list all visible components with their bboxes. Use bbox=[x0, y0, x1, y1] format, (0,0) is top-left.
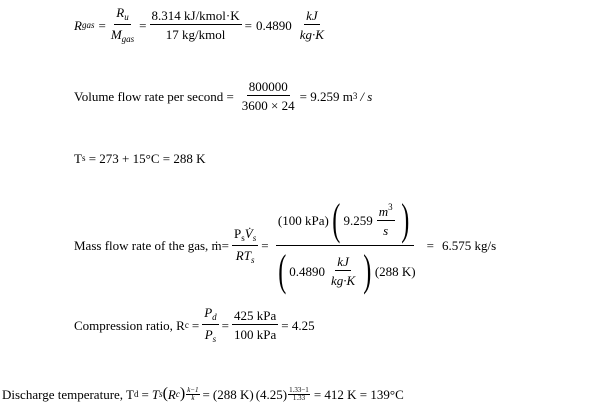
numeric-exponent bbox=[288, 387, 310, 402]
ratio-value: (4.25) bbox=[255, 386, 288, 402]
gas-constant-equation: R gas = $\frac{R_u}{M_{gas}}$ = $\frac{\text{8.314 kJ/kmol·K}}{\text{17 kg/kmol}}$ = 0.4890 $\frac{kJ}{kg\cdot K}$ bbox=[74, 5, 324, 44]
r-gas-subscript: gas bbox=[81, 19, 95, 30]
mass-flow-equation: Mass flow rate of the gas, ṁ= $\frac{P_sV̇_s}{RT_s}$ = (100 kPa) ( 9.259 $\frac{m^3}{s}$ ) ( 0.4890 $\frac{kJ}{kg\cdot K}$ ) (288 K) = 6.575 kg/s bbox=[74, 195, 497, 295]
unit-kj: kJ bbox=[306, 8, 318, 23]
discharge-temperature-result: = 412 K = 139°C bbox=[313, 386, 404, 402]
exp-denominator: k bbox=[191, 393, 195, 402]
compression-ratio-result: = 4.25 bbox=[281, 317, 315, 333]
mgas-subscript: gas bbox=[121, 34, 135, 44]
mass-flow-label: Mass flow rate of the gas, ṁ= bbox=[74, 238, 229, 253]
td-subscript: d bbox=[134, 388, 139, 399]
per-second-unit: / s bbox=[360, 88, 373, 104]
open-paren-den: ( bbox=[277, 246, 286, 295]
volume-denominator: 3600 × 24 bbox=[241, 98, 295, 113]
compression-ratio-equation: Compression ratio, R c = $\frac{P_d}{P_s}$ = $\frac{\text{425 kPa}}{\text{100 kPa}}$ = 4.25 bbox=[74, 305, 315, 344]
compression-ratio-label: Compression ratio, R bbox=[74, 317, 185, 333]
pd-symbol: P bbox=[204, 305, 213, 320]
volume-flow-equation bbox=[74, 80, 372, 112]
discharge-temperature-label: Discharge temperature, T bbox=[2, 386, 134, 402]
ps-subscript: s bbox=[241, 232, 245, 243]
volume-numerator: 800000 bbox=[248, 79, 288, 94]
pd-over-ps-fraction bbox=[202, 306, 218, 344]
pressure-value: (100 kPa) bbox=[277, 212, 329, 228]
volume-flow-label: Volume flow rate per second = bbox=[74, 88, 234, 104]
volume-flow-fraction bbox=[240, 80, 297, 112]
close-paren-den: ) bbox=[363, 246, 372, 295]
suction-temperature-equation bbox=[74, 152, 205, 165]
ts-subscript-2: s bbox=[159, 388, 163, 399]
pressure-fraction bbox=[232, 309, 278, 341]
ps-subscript-2: s bbox=[212, 334, 217, 344]
exp-numerator: k−1 bbox=[187, 385, 199, 394]
exp2-numerator: 1.33−1 bbox=[289, 385, 309, 394]
r-gas-result: 0.4890 bbox=[255, 17, 292, 33]
m3-per-s-unit bbox=[377, 203, 395, 237]
r-value: 0.4890 bbox=[289, 263, 325, 279]
volume-flow-exponent: 3 bbox=[352, 90, 358, 101]
mass-flow-result: 6.575 kg/s bbox=[441, 238, 497, 253]
unit-s: s bbox=[383, 223, 389, 238]
flow-value: 9.259 bbox=[343, 212, 373, 228]
rt-subscript: s bbox=[250, 254, 255, 265]
exp2-denominator: 1.33 bbox=[292, 393, 306, 402]
ru-symbol: R bbox=[116, 5, 125, 20]
rc-subscript-2: c bbox=[175, 388, 180, 399]
temperature-value: (288 K) bbox=[374, 263, 416, 279]
open-paren: ( bbox=[332, 195, 341, 244]
mgas-symbol: M bbox=[110, 27, 122, 42]
unit-kj-den: kJ bbox=[337, 254, 349, 269]
rc-symbol: R bbox=[167, 386, 176, 402]
vdot-symbol: V̇ bbox=[244, 225, 253, 241]
ts-symbol-2: T bbox=[151, 386, 160, 402]
pv-over-rt-fraction bbox=[232, 227, 258, 265]
k-exponent bbox=[186, 387, 199, 402]
temperature-value-2: (288 K) bbox=[212, 386, 254, 402]
mass-flow-numeric-fraction bbox=[273, 195, 418, 295]
suction-pressure: 100 kPa bbox=[234, 327, 277, 342]
numeric-fraction bbox=[150, 9, 242, 41]
unit-kg-k: kg·K bbox=[299, 27, 324, 42]
unit-exponent: 3 bbox=[388, 202, 393, 212]
discharge-temperature-equation: Discharge temperature, T d = T s ( R c ) $\frac{k-1}{k}$ = (288 K) (4.25) $\frac{1.33-1}{1.33}$ = 412 K = 139°C bbox=[2, 385, 404, 402]
molar-mass-value: 17 kg/kmol bbox=[165, 27, 226, 42]
r-gas-unit bbox=[298, 9, 326, 41]
rc-subscript: c bbox=[184, 319, 189, 330]
rt-symbol: RT bbox=[235, 247, 251, 263]
ru-value: 8.314 kJ/kmol·K bbox=[151, 8, 240, 23]
ru-over-mgas-fraction bbox=[109, 6, 136, 44]
ts-subscript: s bbox=[81, 153, 86, 163]
ts-symbol: T bbox=[74, 151, 82, 166]
close-paren: ) bbox=[400, 195, 409, 244]
unit-m: m bbox=[378, 204, 389, 219]
vdot-subscript: s bbox=[252, 232, 257, 243]
discharge-pressure: 425 kPa bbox=[234, 308, 277, 323]
r-gas-symbol: R bbox=[74, 17, 82, 33]
pd-subscript: d bbox=[212, 312, 217, 322]
kj-per-kgk-unit bbox=[329, 255, 357, 287]
unit-kgk-den: kg·K bbox=[330, 273, 356, 288]
ps-symbol-2: P bbox=[204, 327, 213, 342]
ru-subscript: u bbox=[124, 12, 129, 22]
ts-value: = 273 + 15°C = 288 K bbox=[85, 151, 206, 166]
ps-symbol: P bbox=[234, 225, 242, 241]
volume-flow-result: = 9.259 m bbox=[299, 88, 353, 104]
